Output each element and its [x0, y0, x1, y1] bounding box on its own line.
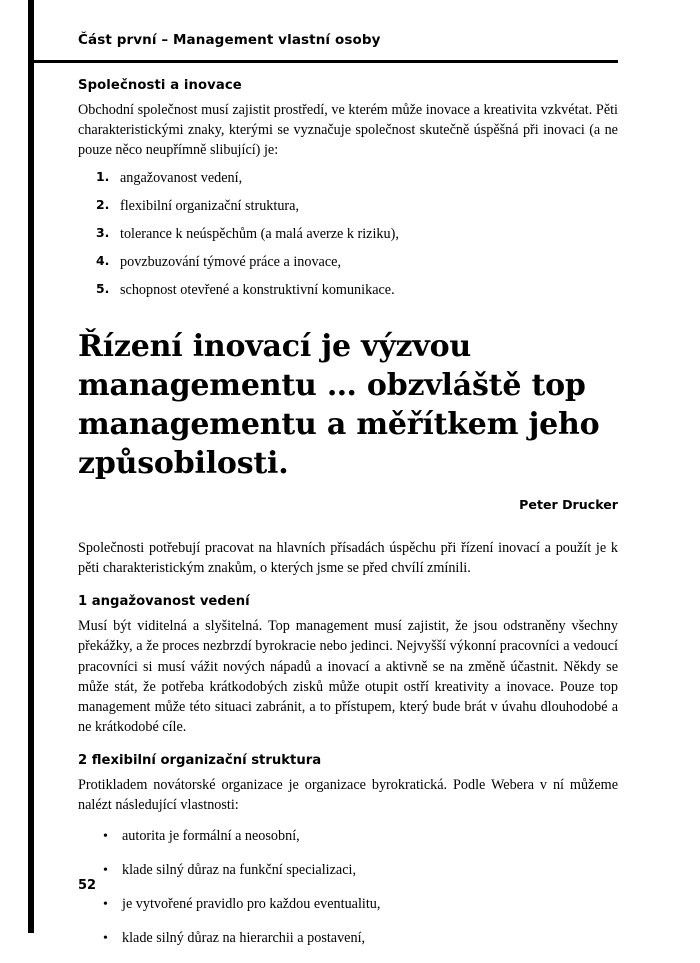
bullet-icon: • — [103, 931, 108, 947]
list-item-number: 3. — [96, 225, 110, 241]
list-item — [103, 826, 618, 847]
list-item-text: schopnost otevřené a konstruktivní komunikace. — [120, 281, 395, 298]
section-heading-1: 1 angažovanost vedení — [78, 594, 250, 610]
list-item — [103, 928, 618, 949]
section-heading-2: 2 flexibilní organizační struktura — [78, 753, 322, 769]
list-item-text: flexibilní organizační struktura, — [120, 198, 299, 215]
numbered-list — [78, 168, 618, 300]
list-item — [96, 168, 618, 189]
intro-paragraph: Obchodní společnost musí zajistit prostředí, ve kterém může inovace a kreativita vzkvétat. Pěti charakteristickými znaky, kterými se vyznačuje společnost skutečně úspěšná při inovaci (a ne pouze něco neupřímně slibující) je: — [78, 102, 618, 159]
bullet-list — [78, 826, 618, 950]
list-item — [96, 280, 618, 301]
list-item-text: je vytvořené pravidlo pro každou eventualitu, — [122, 896, 381, 913]
section-paragraph-1: Musí být viditelná a slyšitelná. Top management musí zajistit, že jsou odstraněny všechny překážky, a že proces nezbrzdí byrokracie nebo jedinci. Nejvyšší výkonní pracovníci a vedoucí pracovníci si musí vážit nových nápadů a inovací a aktivně se na změně účastnit. Někdy se může stát, že potřeba krátkodobých zisků může otupit ostří kreativity a inovace. Pouze top management může této situaci zabránit, a to přístupem, který bude brát v úvahu dlouhodobé a ne krátkodobé cíle. — [78, 618, 618, 736]
running-header: Část první – Management vlastní osoby — [78, 32, 381, 48]
bullet-icon: • — [103, 862, 108, 878]
list-item-text: klade silný důraz na funkční specializaci, — [122, 861, 356, 878]
list-item-number: 1. — [96, 169, 110, 185]
pull-quote: Řízení inovací je výzvou managementu … obzvláště top managementu a měřítkem jeho způsobilosti. — [78, 328, 600, 481]
page-edge-bar — [28, 0, 34, 933]
page-number: 52 — [78, 878, 97, 893]
after-quote-paragraph: Společnosti potřebují pracovat na hlavních přísadách úspěchu při řízení inovací a použít je k pěti charakteristickým znakům, o kterých jsme se před chvílí zmínili. — [78, 539, 618, 577]
list-item — [96, 196, 618, 217]
list-item-text: povzbuzování týmové práce a inovace, — [120, 253, 341, 270]
list-item-text: angažovanost vedení, — [120, 170, 243, 187]
header-divider — [34, 60, 618, 63]
pull-quote-attribution: Peter Drucker — [519, 496, 618, 512]
list-item-number: 2. — [96, 197, 110, 213]
list-item-text: tolerance k neúspěchům (a malá averze k riziku), — [120, 226, 399, 243]
list-item-number: 4. — [96, 252, 110, 268]
list-item — [103, 894, 618, 915]
list-item — [96, 224, 618, 245]
list-item-text: klade silný důraz na hierarchii a postavení, — [122, 930, 366, 947]
list-item-text: autorita je formální a neosobní, — [122, 827, 300, 844]
page-content — [78, 78, 618, 963]
section-paragraph-2: Protikladem novátorské organizace je organizace byrokratická. Podle Webera v ní můžeme nalézt následující vlastnosti: — [78, 777, 618, 814]
list-item — [96, 252, 618, 273]
section-heading-spolecnosti-a-inovace: Společnosti a inovace — [78, 78, 242, 93]
bullet-icon: • — [103, 828, 108, 844]
bullet-icon: • — [103, 897, 108, 913]
list-item — [103, 860, 618, 881]
list-item-number: 5. — [96, 280, 110, 296]
